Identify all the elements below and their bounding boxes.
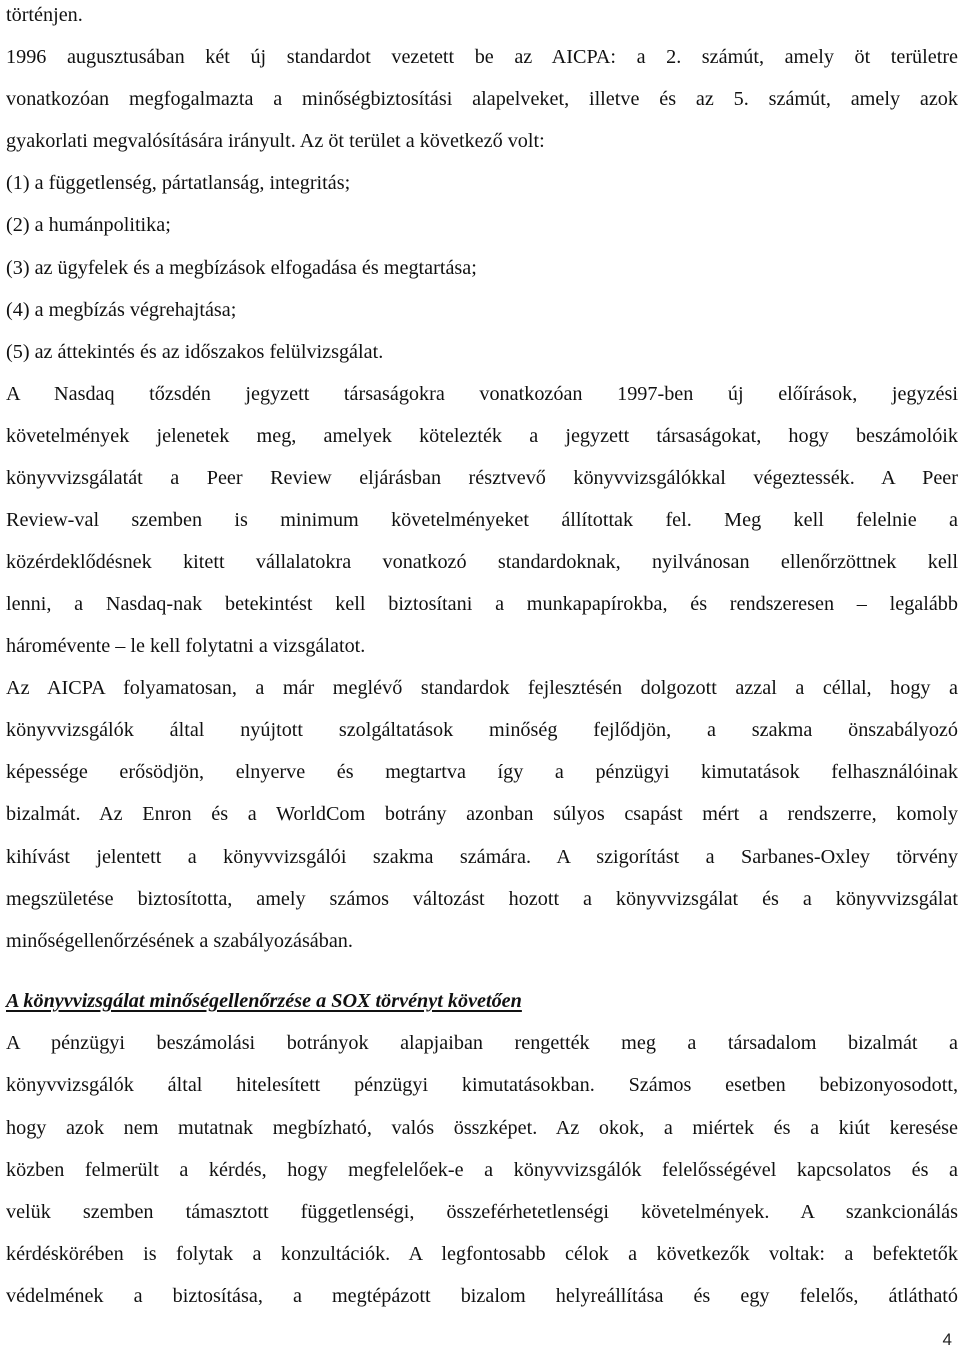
text-line: A Nasdaq tőzsdén jegyzett társaságokra vonatkozóan 1997-ben új előírások, jegyzési [6,383,958,405]
text-line: kérdéskörében is folytak a konzultációk. A legfontosabb célok a következők voltak: a befektetők [6,1243,958,1265]
text-line: A pénzügyi beszámolási botrányok alapjaiban rengették meg a társadalom bizalmát a [6,1032,958,1054]
text-line: kihívást jelentett a könyvvizsgálói szakma számára. A szigorítást a Sarbanes-Oxley törvény [6,846,958,868]
text-line: bizalmát. Az Enron és a WorldCom botrány azonban súlyos csapást mért a rendszerre, komoly [6,803,958,825]
text-line: könyvvizsgálatát a Peer Review eljárásban résztvevő könyvvizsgálókkal végeztessék. A Peer [6,467,958,489]
text-line: minőségellenőrzésének a szabályozásában. [6,930,353,952]
text-line: könyvvizsgálók által nyújtott szolgáltatások minőség fejlődjön, a szakma önszabályozó [6,719,958,741]
list-item: (5) az áttekintés és az időszakos felülvizsgálat. [6,341,384,363]
text-line: gyakorlati megvalósítására irányult. Az öt terület a következő volt: [6,130,545,152]
section-heading: A könyvvizsgálat minőségellenőrzése a SOX törvényt követően [6,990,522,1012]
list-item: (2) a humánpolitika; [6,214,171,236]
list-item: (3) az ügyfelek és a megbízások elfogadása és megtartása; [6,257,477,279]
page-number: 4 [942,1330,952,1349]
text-line: védelmének a biztosítása, a megtépázott bizalom helyreállítása és egy felelős, átlátható [6,1285,958,1307]
text-line: háromévente – le kell folytatni a vizsgálatot. [6,635,366,657]
text-line: vonatkozóan megfogalmazta a minőségbiztosítási alapelveket, illetve és az 5. számút, amely azok [6,88,958,110]
list-item: (1) a függetlenség, pártatlanság, integritás; [6,172,351,194]
list-item: (4) a megbízás végrehajtása; [6,299,237,321]
text-line: képessége erősödjön, elnyerve és megtartva így a pénzügyi kimutatások felhasználóinak [6,761,958,783]
text-line: közérdeklődésnek kitett vállalatokra vonatkozó standardoknak, nyilvánosan ellenőrzöttnek kell [6,551,958,573]
text-line: velük szemben támasztott függetlenségi, összeférhetetlenségi követelmények. A szankcionálás [6,1201,958,1223]
text-line: közben felmerült a kérdés, hogy megfelelőek-e a könyvvizsgálók felelősségével kapcsolatos és a [6,1159,958,1181]
text-line: Az AICPA folyamatosan, a már meglévő standardok fejlesztésén dolgozott azzal a céllal, hogy a [6,677,958,699]
text-line: lenni, a Nasdaq-nak betekintést kell biztosítani a munkapapírokba, és rendszeresen – legalább [6,593,958,615]
text-line: Review-val szemben is minimum követelményeket állítottak fel. Meg kell felelnie a [6,509,958,531]
text-line: történjen. [6,4,83,26]
text-line: hogy azok nem mutatnak megbízható, valós összképet. Az okok, a miértek és a kiút keresése [6,1117,958,1139]
text-line: 1996 augusztusában két új standardot vezetett be az AICPA: a 2. számút, amely öt területre [6,46,958,68]
text-line: megszületése biztosította, amely számos változást hozott a könyvvizsgálat és a könyvvizsgálat [6,888,958,910]
text-line: követelmények jelenetek meg, amelyek kötelezték a jegyzett társaságokat, hogy beszámolóik [6,425,958,447]
text-line: könyvvizsgálók által hitelesített pénzügyi kimutatásokban. Számos esetben bebizonyosodott, [6,1074,958,1096]
